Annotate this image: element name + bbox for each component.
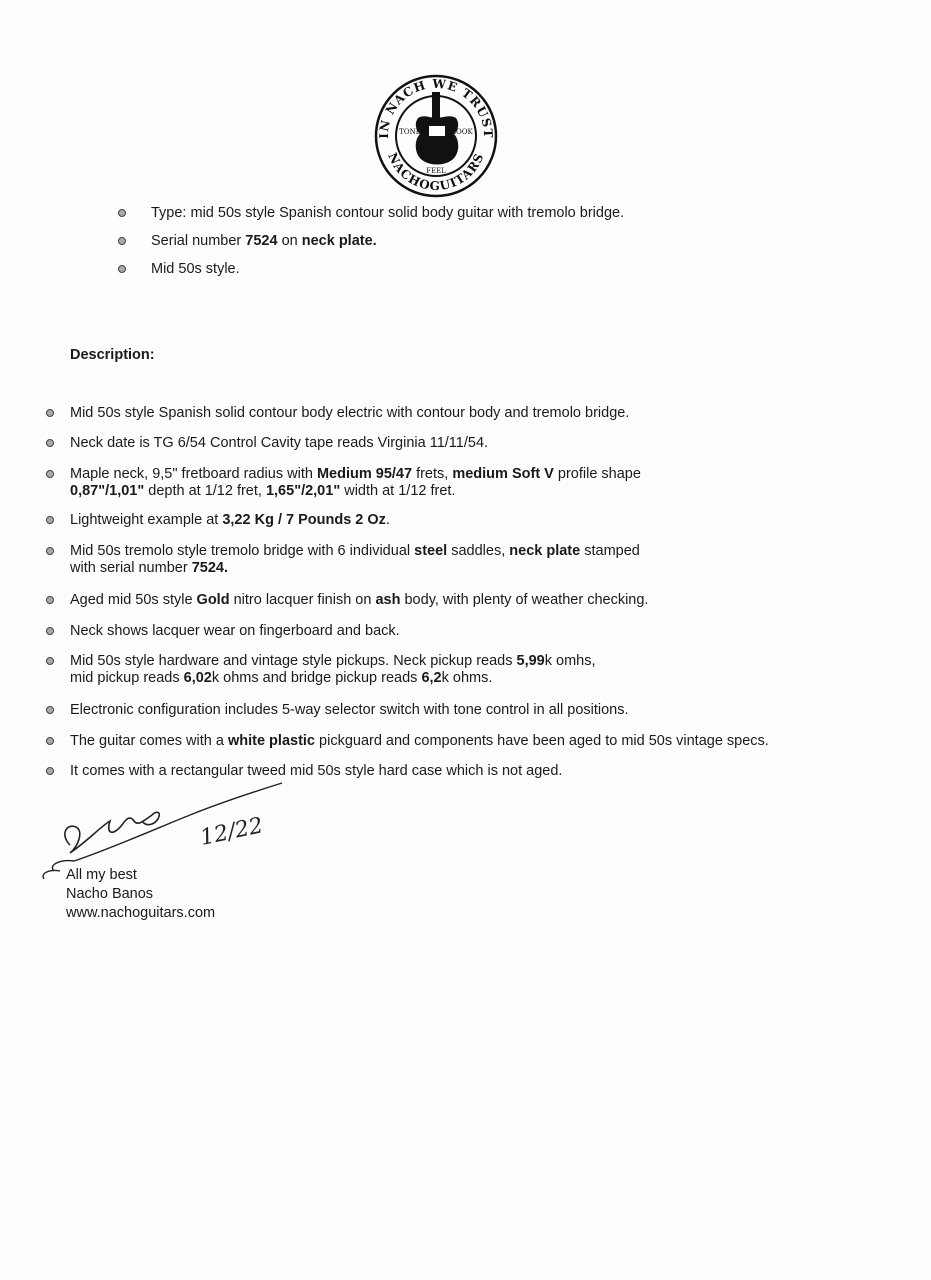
text-segment: on	[277, 233, 302, 249]
text-segment: with serial number	[70, 560, 192, 576]
description-line	[70, 560, 640, 577]
bullet-icon	[118, 265, 126, 273]
description-line	[70, 733, 769, 750]
bullet-icon	[46, 657, 54, 665]
text-segment: .	[385, 512, 390, 528]
seal-label-look: LOOK	[451, 128, 473, 136]
text-segment: Mid 50s style Spanish solid contour body electric with contour body and tremolo bridge.	[70, 405, 630, 421]
description-line	[70, 405, 629, 422]
bold-text: 5,99	[516, 653, 545, 669]
bold-text: ash	[375, 592, 401, 608]
text-segment: nitro lacquer finish on	[229, 592, 376, 608]
nachoguitars-seal-logo	[374, 74, 498, 198]
closing-name: Nacho Banos	[66, 886, 154, 902]
description-line	[70, 543, 640, 560]
text-segment: The guitar comes with a	[70, 733, 228, 749]
description-item	[46, 733, 769, 750]
seal-label-tone: TONE	[399, 128, 421, 136]
bold-text: 7524	[245, 233, 278, 249]
seal-label-feel: FEEL	[426, 167, 446, 175]
text-segment: k omhs,	[544, 653, 596, 669]
text-segment: k ohms.	[441, 670, 493, 686]
description-item	[46, 623, 400, 640]
description-line	[70, 512, 390, 529]
description-line	[70, 702, 629, 719]
description-item	[46, 653, 596, 687]
text-segment: Mid 50s tremolo style tremolo bridge with 6 individual	[70, 543, 415, 559]
text-segment: width at 1/12 fret.	[340, 483, 456, 499]
description-item	[46, 592, 648, 609]
closing-website: www.nachoguitars.com	[66, 905, 216, 921]
text-segment: profile shape	[553, 466, 641, 482]
text-segment: body, with plenty of weather checking.	[400, 592, 649, 608]
text-segment: Lightweight example at	[70, 512, 223, 528]
bold-text: 3,22 Kg / 7 Pounds 2 Oz	[222, 512, 386, 528]
bold-text: 0,87"/1,01"	[70, 483, 145, 499]
bold-text: medium Soft V	[452, 466, 554, 482]
text-segment: mid pickup reads	[70, 670, 184, 686]
bullet-icon	[46, 470, 54, 478]
text-segment: Serial number	[151, 233, 246, 249]
text-segment: saddles,	[447, 543, 510, 559]
bullet-icon	[46, 439, 54, 447]
bold-text: Gold	[196, 592, 230, 608]
description-line	[70, 483, 641, 500]
description-item	[46, 702, 629, 719]
description-item	[46, 405, 629, 422]
text-segment: k ohms and bridge pickup reads	[211, 670, 422, 686]
text-segment: Aged mid 50s style	[70, 592, 197, 608]
bullet-icon	[46, 516, 54, 524]
bullet-icon	[46, 737, 54, 745]
signature-date: 12/22	[198, 813, 266, 851]
description-line	[70, 435, 488, 452]
text-segment: Maple neck, 9,5" fretboard radius with	[70, 466, 317, 482]
bullet-icon	[46, 627, 54, 635]
bold-text: 6,2	[421, 670, 442, 686]
bullet-icon	[46, 767, 54, 775]
summary-item	[118, 261, 624, 278]
text-segment: Type: mid 50s style Spanish contour solid body guitar with tremolo bridge.	[151, 205, 625, 221]
text-segment: pickguard and components have been aged to mid 50s vintage specs.	[315, 733, 769, 749]
text-segment: stamped	[580, 543, 640, 559]
summary-item	[118, 233, 624, 250]
bold-text: 6,02	[183, 670, 212, 686]
text-segment: Electronic configuration includes 5-way selector switch with tone control in all positions.	[70, 702, 629, 718]
bold-text: 7524.	[191, 560, 228, 576]
description-line	[70, 466, 641, 483]
bold-text: neck plate.	[301, 233, 377, 249]
description-item	[46, 512, 390, 529]
text-segment: depth at 1/12 fret,	[144, 483, 266, 499]
description-heading: Description:	[70, 347, 155, 363]
description-item	[46, 466, 641, 500]
bullet-icon	[118, 237, 126, 245]
text-segment: Mid 50s style hardware and vintage style pickups. Neck pickup reads	[70, 653, 517, 669]
closing-block	[66, 866, 215, 923]
bullet-icon	[46, 547, 54, 555]
description-item	[46, 543, 640, 577]
description-item	[46, 435, 488, 452]
description-line	[70, 592, 648, 609]
bold-text: Medium 95/47	[316, 466, 413, 482]
description-line	[70, 670, 596, 687]
bold-text: white plastic	[227, 733, 315, 749]
text-segment: Neck date is TG 6/54 Control Cavity tape reads Virginia 11/11/54.	[70, 435, 489, 451]
bullet-icon	[46, 409, 54, 417]
text-segment: Neck shows lacquer wear on fingerboard and back.	[70, 623, 400, 639]
text-segment: It comes with a rectangular tweed mid 50s style hard case which is not aged.	[70, 763, 563, 779]
seal-bottom-text: NACHOGUITARS	[385, 150, 487, 194]
bullet-icon	[46, 596, 54, 604]
text-segment: frets,	[412, 466, 453, 482]
description-line	[70, 653, 596, 670]
bold-text: steel	[414, 543, 448, 559]
bullet-icon	[118, 209, 126, 217]
summary-item	[118, 205, 624, 222]
bullet-icon	[46, 706, 54, 714]
summary-list	[118, 205, 624, 289]
bold-text: neck plate	[509, 543, 581, 559]
text-segment: Mid 50s style.	[151, 261, 240, 277]
seal-top-text: IN NACH WE TRUST	[376, 76, 496, 139]
description-line	[70, 623, 400, 640]
closing-salutation: All my best	[66, 867, 137, 883]
bold-text: 1,65"/2,01"	[265, 483, 341, 499]
